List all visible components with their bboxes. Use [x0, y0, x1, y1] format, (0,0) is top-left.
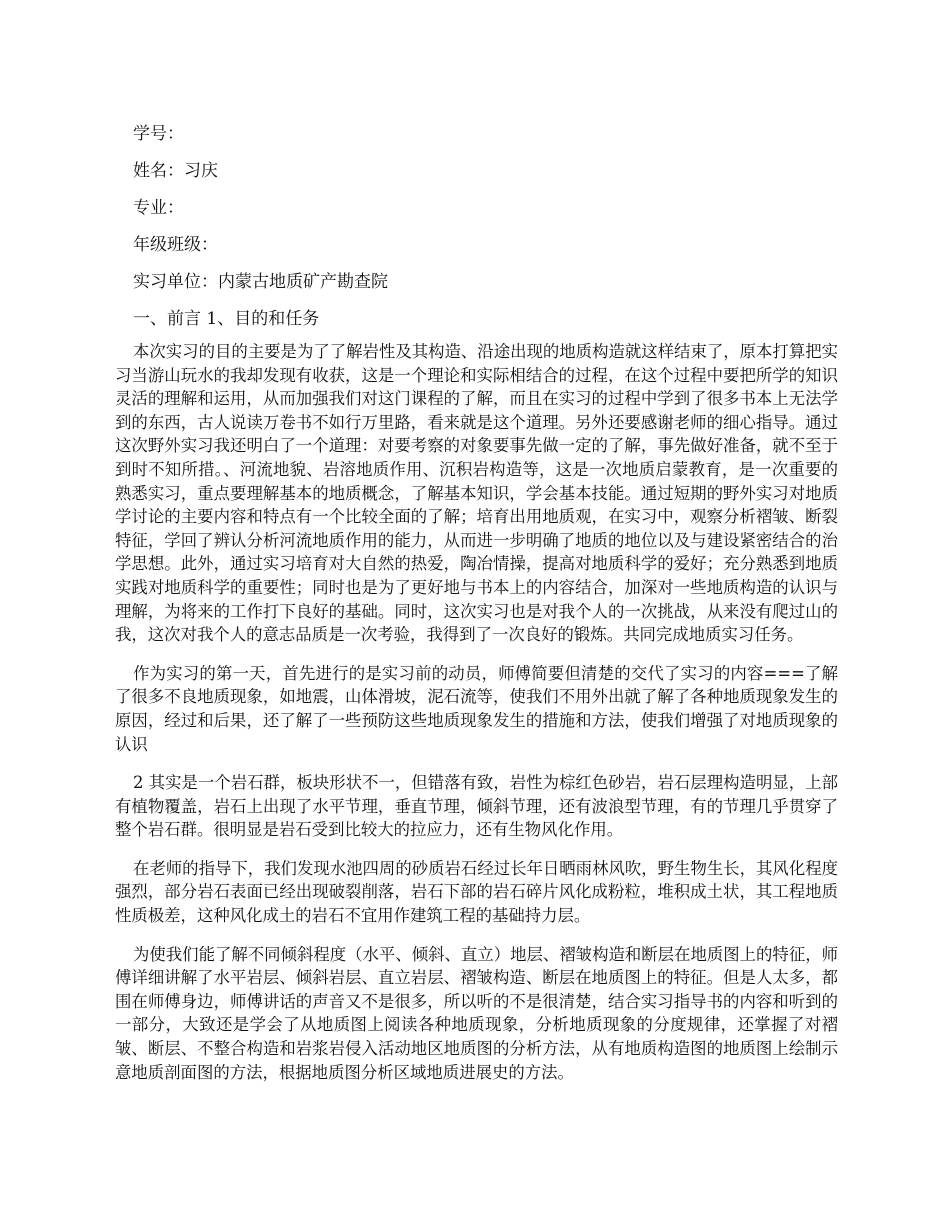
student-id-field: 学号： [133, 124, 184, 144]
internship-unit-field: 实习单位：内蒙古地质矿产勘查院 [133, 272, 388, 292]
body-paragraph-2: 作为实习的第一天，首先进行的是实习前的动员，师傅简要但清楚的交代了实习的内容===了解了很多不良地质现象，如地震，山体滑坡，泥石流等，使我们不用外出就了解了各种地质现象发生的原因，经过和后果，还了解了一些预防这些地质现象发生的措施和方法，使我们增强了对地质现象的认识 [115, 663, 838, 754]
student-name-field: 姓名：习庆 [133, 161, 218, 181]
body-paragraph-3: 2 其实是一个岩石群，板块形状不一，但错落有致，岩性为棕红色砂岩，岩石层理构造明显，上部有植物覆盖，岩石上出现了水平节理，垂直节理，倾斜节理，还有波浪型节理，有的节理几乎贯穿了整个岩石群。很明显是岩石受到比较大的拉应力，还有生物风化作用。 [115, 773, 838, 840]
grade-class-field: 年级班级： [133, 235, 218, 255]
major-field: 专业： [133, 198, 184, 218]
body-paragraph-1: 本次实习的目的主要是为了了解岩性及其构造、沿途出现的地质构造就这样结束了，原本打算把实习当游山玩水的我却发现有收获，这是一个理论和实际相结合的过程，在这个过程中要把所学的知识灵活的理解和运用，从而加强我们对这门课程的了解，而且在实习的过程中学到了很多书本上无法学到的东西，古人说读万卷书不如行万里路，看来就是这个道理。另外还要感谢老师的细心指导。通过这次野外实习我还明白了一个道理：对要考察的对象要事先做一定的了解，事先做好准备，就不至于到时不知所措。、河流地貌、岩溶地质作用、沉积岩构造等，这是一次地质启蒙教育，是一次重要的熟悉实习，重点要理解基本的地质概念，了解基本知识，学会基本技能。通过短期的野外实习对地质学讨论的主要内容和特点有一个比较全面的了解；培育出用地质观，在实习中，观察分析褶皱、断裂特征，学回了辨认分析河流地质作用的能力，从而进一步明确了地质的地位以及与建设紧密结合的治学思想。此外，通过实习培育对大自然的热爱，陶冶情操，提高对地质科学的爱好；充分熟悉到地质实践对地质科学的重要性；同时也是为了更好地与书本上的内容结合，加深对一些地质构造的认识与理解，为将来的工作打下良好的基础。同时，这次实习也是对我个人的一次挑战，从来没有爬过山的我，这次对我个人的意志品质是一次考验，我得到了一次良好的锻炼。共同完成地质实习任务。 [115, 342, 838, 645]
body-paragraph-4: 在老师的指导下，我们发现水池四周的砂质岩石经过长年日晒雨林风吹，野生物生长，其风化程度强烈，部分岩石表面已经出现破裂削落，岩石下部的岩石碎片风化成粉粒，堆积成土状，其工程地质性质极差，这种风化成土的岩石不宜用作建筑工程的基础持力层。 [115, 858, 838, 926]
section-heading: 一、前言 1、目的和任务 [133, 309, 320, 329]
document-content [115, 122, 838, 1099]
body-paragraph-5: 为使我们能了解不同倾斜程度（水平、倾斜、直立）地层、褶皱构造和断层在地质图上的特征，师傅详细讲解了水平岩层、倾斜岩层、直立岩层、褶皱构造、断层在地质图上的特征。但是人太多，都围在师傅身边，师傅讲话的声音又不是很多，所以听的不是很清楚，结合实习指导书的内容和听到的一部分，大致还是学会了从地质图上阅读各种地质现象，分析地质现象的分度规律，还掌握了对褶皱、断层、不整合构造和岩浆岩侵入活动地区地质图的分析方法，从有地质构造图的地质图上绘制示意地质剖面图的方法，根据地质图分析区域地质进展史的方法。 [115, 944, 838, 1082]
